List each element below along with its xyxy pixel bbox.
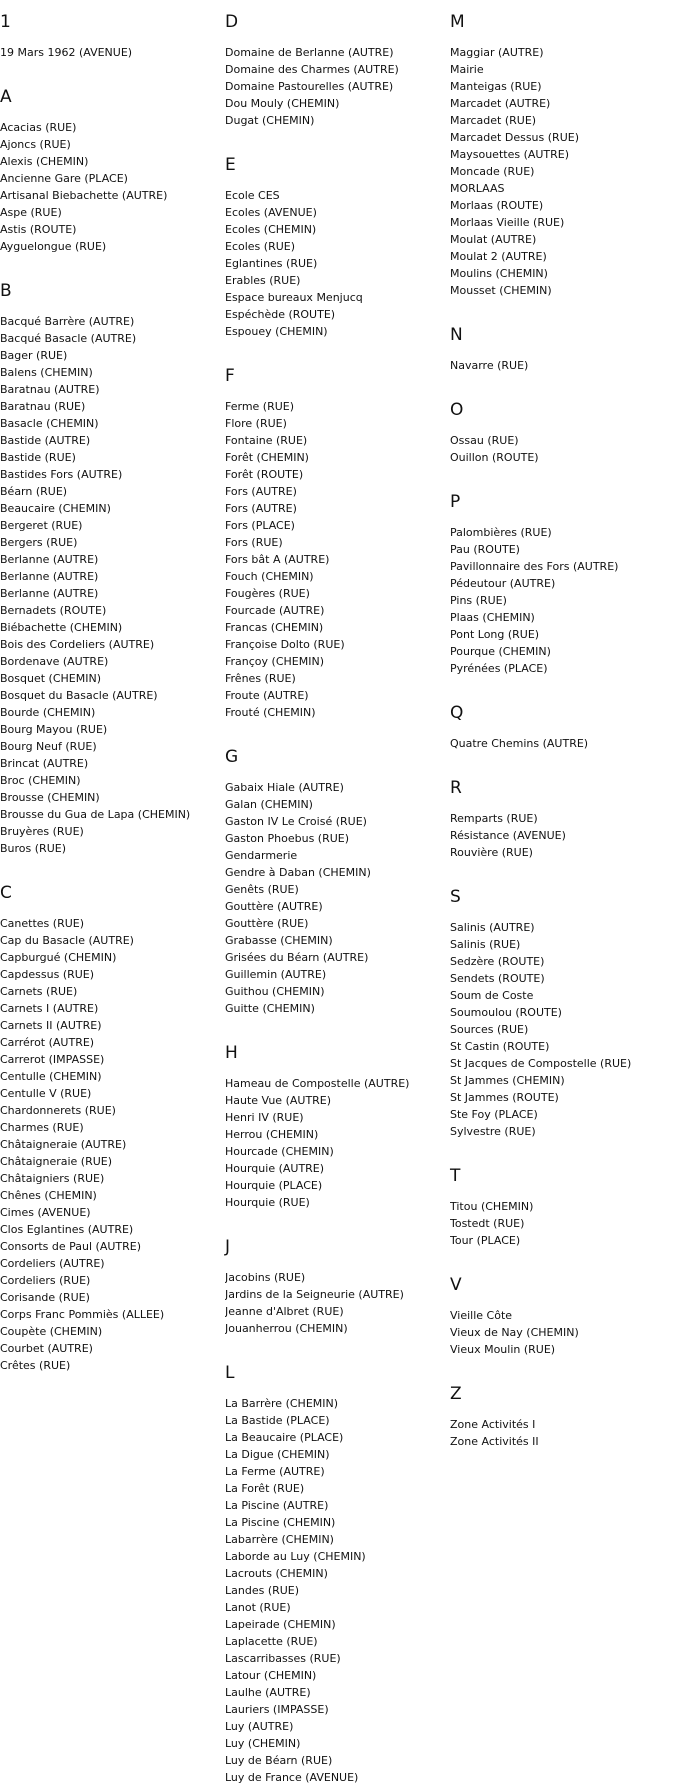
street-entry: Sedzère (ROUTE) [450, 955, 545, 968]
street-entry: Mousset (CHEMIN) [450, 284, 552, 297]
street-entry: Domaine de Berlanne (AUTRE) [225, 46, 394, 59]
section-letter-heading: V [450, 1275, 462, 1295]
street-entry: Gaston IV Le Croisé (RUE) [225, 815, 367, 828]
section-spacer [225, 1017, 447, 1031]
street-entry: Gendarmerie [225, 849, 298, 862]
street-entry: Lauriers (IMPASSE) [225, 1703, 329, 1716]
street-entry: Carrérot (AUTRE) [0, 1036, 95, 1049]
street-entry: Laplacette (RUE) [225, 1635, 318, 1648]
street-entry: Espéchède (ROUTE) [225, 308, 336, 321]
street-entry: Tour (PLACE) [450, 1234, 521, 1247]
street-entry: Lanot (RUE) [225, 1601, 291, 1614]
street-entry: Gabaix Hiale (AUTRE) [225, 781, 344, 794]
street-entry: Bastides Fors (AUTRE) [0, 468, 123, 481]
section-spacer [225, 340, 447, 354]
street-entry: La Digue (CHEMIN) [225, 1448, 330, 1461]
street-entry: Pavillonnaire des Fors (AUTRE) [450, 560, 619, 573]
street-entry: Carnets I (AUTRE) [0, 1002, 99, 1015]
street-entry: Ancienne Gare (PLACE) [0, 172, 128, 185]
street-entry: Balens (CHEMIN) [0, 366, 93, 379]
street-list [225, 44, 447, 129]
street-entry: St Castin (ROUTE) [450, 1040, 550, 1053]
section-letter-heading: D [225, 12, 239, 32]
street-entry: Froute (AUTRE) [225, 689, 309, 702]
street-entry: Châtaigneraie (AUTRE) [0, 1138, 127, 1151]
street-entry: Sendets (ROUTE) [450, 972, 545, 985]
street-list [225, 1395, 447, 1786]
section-letter-heading: A [0, 87, 12, 107]
letter-section [225, 0, 447, 143]
street-list [450, 810, 672, 861]
street-entry: Lacrouts (CHEMIN) [225, 1567, 328, 1580]
street-entry: Berlanne (AUTRE) [0, 587, 99, 600]
street-entry: Marcadet Dessus (RUE) [450, 131, 579, 144]
street-index-column-2 [225, 0, 447, 1786]
street-entry: Chardonnerets (RUE) [0, 1104, 116, 1117]
street-entry: Pau (ROUTE) [450, 543, 520, 556]
street-entry: Moulat 2 (AUTRE) [450, 250, 547, 263]
street-entry: Ossau (RUE) [450, 434, 519, 447]
street-list [0, 44, 222, 61]
street-entry: Fouch (CHEMIN) [225, 570, 314, 583]
street-entry: Vieux de Nay (CHEMIN) [450, 1326, 579, 1339]
street-entry: Châtaigniers (RUE) [0, 1172, 105, 1185]
street-entry: Dou Mouly (CHEMIN) [225, 97, 340, 110]
street-entry: Courbet (AUTRE) [0, 1342, 93, 1355]
section-letter-heading: G [225, 747, 239, 767]
section-spacer [225, 1211, 447, 1225]
street-list [0, 915, 222, 1374]
street-list [450, 432, 672, 466]
street-entry: Charmes (RUE) [0, 1121, 84, 1134]
street-entry: Bager (RUE) [0, 349, 68, 362]
street-entry: La Forêt (RUE) [225, 1482, 305, 1495]
street-entry: Dugat (CHEMIN) [225, 114, 315, 127]
street-entry: Frouté (CHEMIN) [225, 706, 316, 719]
letter-section [450, 480, 672, 691]
street-entry: Laulhe (AUTRE) [225, 1686, 311, 1699]
street-entry: Broc (CHEMIN) [0, 774, 81, 787]
street-entry: La Ferme (AUTRE) [225, 1465, 325, 1478]
street-entry: Herrou (CHEMIN) [225, 1128, 319, 1141]
street-entry: Jeanne d'Albret (RUE) [225, 1305, 344, 1318]
street-entry: Luy de France (AVENUE) [225, 1771, 359, 1784]
street-entry: Baratnau (AUTRE) [0, 383, 100, 396]
street-list [450, 1416, 672, 1450]
street-entry: Centulle V (RUE) [0, 1087, 92, 1100]
street-entry: Grabasse (CHEMIN) [225, 934, 333, 947]
street-entry: Tostedt (RUE) [450, 1217, 525, 1230]
street-entry: Baratnau (RUE) [0, 400, 86, 413]
street-entry: Ecoles (AVENUE) [225, 206, 317, 219]
street-entry: Sylvestre (RUE) [450, 1125, 536, 1138]
street-entry: St Jacques de Compostelle (RUE) [450, 1057, 632, 1070]
street-entry: Hourquie (RUE) [225, 1196, 310, 1209]
street-entry: Bergers (RUE) [0, 536, 78, 549]
section-spacer [0, 857, 222, 871]
street-entry: Rouvière (RUE) [450, 846, 533, 859]
section-letter-heading: T [450, 1166, 461, 1186]
street-entry: Jardins de la Seigneurie (AUTRE) [225, 1288, 404, 1301]
street-entry: Hourquie (PLACE) [225, 1179, 323, 1192]
street-entry: Latour (CHEMIN) [225, 1669, 317, 1682]
letter-section [0, 75, 222, 269]
street-entry: St Jammes (ROUTE) [450, 1091, 559, 1104]
section-letter-heading: J [225, 1237, 231, 1257]
street-entry: Bordenave (AUTRE) [0, 655, 109, 668]
street-entry: Moulat (AUTRE) [450, 233, 537, 246]
street-entry: Luy (AUTRE) [225, 1720, 294, 1733]
letter-section [450, 0, 672, 313]
street-entry: Landes (RUE) [225, 1584, 300, 1597]
street-entry: Marcadet (RUE) [450, 114, 537, 127]
street-entry: Ouillon (ROUTE) [450, 451, 539, 464]
street-entry: Fors (AUTRE) [225, 485, 297, 498]
street-entry: Pyrénées (PLACE) [450, 662, 548, 675]
street-entry: Capdessus (RUE) [0, 968, 95, 981]
street-list [450, 44, 672, 299]
street-list [450, 357, 672, 374]
street-entry: Ecoles (CHEMIN) [225, 223, 317, 236]
street-entry: Domaine des Charmes (AUTRE) [225, 63, 399, 76]
street-entry: Fougères (RUE) [225, 587, 310, 600]
section-letter-heading: E [225, 155, 236, 175]
street-entry: Soum de Coste [450, 989, 534, 1002]
street-entry: Plaas (CHEMIN) [450, 611, 535, 624]
street-list [225, 187, 447, 340]
street-entry: Maggiar (AUTRE) [450, 46, 544, 59]
street-entry: Forêt (ROUTE) [225, 468, 304, 481]
section-spacer [450, 677, 672, 691]
street-entry: Bourg Mayou (RUE) [0, 723, 108, 736]
section-letter-heading: 1 [0, 12, 11, 32]
letter-section [450, 1372, 672, 1450]
street-entry: Mairie [450, 63, 484, 76]
street-list [450, 524, 672, 677]
street-entry: Bosquet du Basacle (AUTRE) [0, 689, 158, 702]
street-entry: Eglantines (RUE) [225, 257, 318, 270]
street-entry: Fors (AUTRE) [225, 502, 297, 515]
section-spacer [450, 1358, 672, 1372]
street-entry: Haute Vue (AUTRE) [225, 1094, 332, 1107]
street-entry: Brousse du Gua de Lapa (CHEMIN) [0, 808, 191, 821]
street-entry: Ajoncs (RUE) [0, 138, 71, 151]
street-list [450, 1198, 672, 1249]
letter-section [450, 691, 672, 766]
street-entry: Gaston Phoebus (RUE) [225, 832, 350, 845]
street-entry: Corisande (RUE) [0, 1291, 90, 1304]
street-entry: Morlaas Vieille (RUE) [450, 216, 565, 229]
street-entry: Frênes (RUE) [225, 672, 296, 685]
section-letter-heading: O [450, 400, 464, 420]
street-list [450, 735, 672, 752]
street-entry: Genêts (RUE) [225, 883, 299, 896]
street-entry: Cimes (AVENUE) [0, 1206, 91, 1219]
letter-section [0, 871, 222, 1374]
street-entry: Grisées du Béarn (AUTRE) [225, 951, 369, 964]
street-entry: Bourde (CHEMIN) [0, 706, 96, 719]
section-letter-heading: P [450, 492, 461, 512]
street-entry: Cordeliers (RUE) [0, 1274, 91, 1287]
section-letter-heading: Z [450, 1384, 462, 1404]
street-entry: Françoise Dolto (RUE) [225, 638, 345, 651]
street-entry: Buros (RUE) [0, 842, 66, 855]
street-entry: La Barrère (CHEMIN) [225, 1397, 339, 1410]
letter-section [225, 1031, 447, 1225]
letter-section [225, 143, 447, 354]
section-letter-heading: S [450, 887, 461, 907]
street-entry: Francas (CHEMIN) [225, 621, 324, 634]
street-entry: Astis (ROUTE) [0, 223, 77, 236]
street-entry: Carrerot (IMPASSE) [0, 1053, 105, 1066]
street-entry: Ayguelongue (RUE) [0, 240, 107, 253]
street-entry: Guitte (CHEMIN) [225, 1002, 315, 1015]
street-entry: Fors (RUE) [225, 536, 283, 549]
street-entry: Maysouettes (AUTRE) [450, 148, 570, 161]
section-letter-heading: F [225, 366, 235, 386]
street-entry: Labarrère (CHEMIN) [225, 1533, 334, 1546]
street-list [450, 1307, 672, 1358]
section-spacer [0, 255, 222, 269]
street-entry: Bernadets (ROUTE) [0, 604, 107, 617]
street-list [225, 398, 447, 721]
letter-section [225, 1225, 447, 1351]
street-list [225, 1075, 447, 1211]
street-entry: Bastide (RUE) [0, 451, 76, 464]
letter-section [450, 388, 672, 480]
street-entry: Bois des Cordeliers (AUTRE) [0, 638, 155, 651]
street-entry: Marcadet (AUTRE) [450, 97, 551, 110]
street-list [0, 119, 222, 255]
street-entry: Remparts (RUE) [450, 812, 538, 825]
street-entry: Beaucaire (CHEMIN) [0, 502, 111, 515]
street-entry: Bacqué Basacle (AUTRE) [0, 332, 137, 345]
street-entry: Capburgué (CHEMIN) [0, 951, 117, 964]
street-entry: Pourque (CHEMIN) [450, 645, 551, 658]
street-entry: La Beaucaire (PLACE) [225, 1431, 344, 1444]
street-entry: Lapeirade (CHEMIN) [225, 1618, 336, 1631]
street-entry: Carnets II (AUTRE) [0, 1019, 102, 1032]
letter-section [450, 1154, 672, 1263]
street-list [450, 919, 672, 1140]
letter-section [225, 735, 447, 1031]
street-entry: Pédeutour (AUTRE) [450, 577, 556, 590]
street-entry: Pins (RUE) [450, 594, 507, 607]
section-letter-heading: R [450, 778, 462, 798]
street-entry: Hourcade (CHEMIN) [225, 1145, 334, 1158]
letter-section [0, 269, 222, 871]
street-entry: Titou (CHEMIN) [450, 1200, 534, 1213]
street-entry: Centulle (CHEMIN) [0, 1070, 102, 1083]
letter-section [450, 766, 672, 875]
section-letter-heading: B [0, 281, 12, 301]
letter-section [225, 1351, 447, 1786]
section-spacer [450, 374, 672, 388]
street-entry: Jouanherrou (CHEMIN) [225, 1322, 348, 1335]
section-spacer [0, 61, 222, 75]
street-entry: Espace bureaux Menjucq [225, 291, 363, 304]
street-list [225, 1269, 447, 1337]
street-entry: Corps Franc Pommiès (ALLEE) [0, 1308, 165, 1321]
street-entry: Brincat (AUTRE) [0, 757, 89, 770]
street-entry: Bastide (AUTRE) [0, 434, 91, 447]
letter-section [0, 0, 222, 75]
street-entry: Fourcade (AUTRE) [225, 604, 325, 617]
street-entry: Vieille Côte [450, 1309, 513, 1322]
street-entry: Cap du Basacle (AUTRE) [0, 934, 134, 947]
street-entry: Berlanne (AUTRE) [0, 570, 99, 583]
street-entry: Aspe (RUE) [0, 206, 62, 219]
street-entry: Forêt (CHEMIN) [225, 451, 309, 464]
street-entry: La Bastide (PLACE) [225, 1414, 330, 1427]
street-entry: Châtaigneraie (RUE) [0, 1155, 113, 1168]
street-entry: 19 Mars 1962 (AVENUE) [0, 46, 133, 59]
section-spacer [450, 466, 672, 480]
street-entry: Guithou (CHEMIN) [225, 985, 325, 998]
street-entry: Guillemin (AUTRE) [225, 968, 327, 981]
section-spacer [450, 1249, 672, 1263]
street-entry: La Piscine (AUTRE) [225, 1499, 329, 1512]
street-entry: Jacobins (RUE) [225, 1271, 306, 1284]
street-entry: Berlanne (AUTRE) [0, 553, 99, 566]
letter-section [450, 1263, 672, 1372]
street-entry: Résistance (AVENUE) [450, 829, 566, 842]
street-entry: Vieux Moulin (RUE) [450, 1343, 556, 1356]
street-entry: Béarn (RUE) [0, 485, 68, 498]
street-entry: Chênes (CHEMIN) [0, 1189, 97, 1202]
section-letter-heading: H [225, 1043, 238, 1063]
street-entry: Clos Eglantines (AUTRE) [0, 1223, 134, 1236]
street-entry: Flore (RUE) [225, 417, 287, 430]
street-entry: Fontaine (RUE) [225, 434, 308, 447]
section-letter-heading: Q [450, 703, 464, 723]
street-entry: Crêtes (RUE) [0, 1359, 71, 1372]
street-entry: Domaine Pastourelles (AUTRE) [225, 80, 394, 93]
street-list [0, 313, 222, 857]
street-entry: Fors bât A (AUTRE) [225, 553, 330, 566]
section-spacer [225, 1337, 447, 1351]
street-entry: Ste Foy (PLACE) [450, 1108, 538, 1121]
street-entry: Manteigas (RUE) [450, 80, 542, 93]
street-entry: Bosquet (CHEMIN) [0, 672, 101, 685]
street-entry: Artisanal Biebachette (AUTRE) [0, 189, 168, 202]
street-entry: Fors (PLACE) [225, 519, 295, 532]
street-entry: St Jammes (CHEMIN) [450, 1074, 565, 1087]
street-entry: Ecole CES [225, 189, 280, 202]
section-spacer [225, 129, 447, 143]
street-entry: Espouey (CHEMIN) [225, 325, 328, 338]
street-entry: Moncade (RUE) [450, 165, 535, 178]
street-entry: Bergeret (RUE) [0, 519, 83, 532]
street-entry: Acacias (RUE) [0, 121, 77, 134]
street-entry: Françoy (CHEMIN) [225, 655, 324, 668]
street-entry: Hourquie (AUTRE) [225, 1162, 325, 1175]
letter-section [450, 313, 672, 388]
street-entry: Bruyères (RUE) [0, 825, 84, 838]
street-entry: Coupète (CHEMIN) [0, 1325, 103, 1338]
section-letter-heading: N [450, 325, 463, 345]
street-entry: Gendre à Daban (CHEMIN) [225, 866, 371, 879]
street-entry: Moulins (CHEMIN) [450, 267, 548, 280]
street-entry: Galan (CHEMIN) [225, 798, 313, 811]
street-entry: Consorts de Paul (AUTRE) [0, 1240, 142, 1253]
street-entry: Henri IV (RUE) [225, 1111, 304, 1124]
street-entry: Canettes (RUE) [0, 917, 85, 930]
street-entry: Ferme (RUE) [225, 400, 295, 413]
street-entry: Carnets (RUE) [0, 985, 78, 998]
street-list [225, 779, 447, 1017]
street-entry: Quatre Chemins (AUTRE) [450, 737, 589, 750]
street-index-column-1 [0, 0, 222, 1374]
street-entry: Luy (CHEMIN) [225, 1737, 301, 1750]
street-entry: Palombières (RUE) [450, 526, 552, 539]
street-entry: Laborde au Luy (CHEMIN) [225, 1550, 366, 1563]
street-entry: MORLAAS [450, 182, 505, 195]
street-entry: Hameau de Compostelle (AUTRE) [225, 1077, 410, 1090]
letter-section [225, 354, 447, 735]
section-spacer [450, 1140, 672, 1154]
street-index-column-3 [450, 0, 672, 1450]
street-entry: Zone Activités I [450, 1418, 536, 1431]
street-entry: Erables (RUE) [225, 274, 301, 287]
section-letter-heading: C [0, 883, 12, 903]
section-letter-heading: M [450, 12, 465, 32]
letter-section [450, 875, 672, 1154]
street-entry: Ecoles (RUE) [225, 240, 296, 253]
street-entry: Brousse (CHEMIN) [0, 791, 100, 804]
section-spacer [225, 721, 447, 735]
street-entry: Morlaas (ROUTE) [450, 199, 544, 212]
street-entry: Lascarribasses (RUE) [225, 1652, 341, 1665]
street-entry: Cordeliers (AUTRE) [0, 1257, 105, 1270]
street-entry: Soumoulou (ROUTE) [450, 1006, 562, 1019]
street-entry: Gouttère (AUTRE) [225, 900, 323, 913]
street-entry: Bacqué Barrère (AUTRE) [0, 315, 135, 328]
street-entry: Basacle (CHEMIN) [0, 417, 99, 430]
section-letter-heading: L [225, 1363, 235, 1383]
street-entry: La Piscine (CHEMIN) [225, 1516, 336, 1529]
section-spacer [450, 861, 672, 875]
street-entry: Salinis (RUE) [450, 938, 521, 951]
section-spacer [450, 299, 672, 313]
street-entry: Navarre (RUE) [450, 359, 529, 372]
street-entry: Bourg Neuf (RUE) [0, 740, 97, 753]
section-spacer [450, 752, 672, 766]
street-entry: Sources (RUE) [450, 1023, 529, 1036]
street-entry: Pont Long (RUE) [450, 628, 540, 641]
street-entry: Alexis (CHEMIN) [0, 155, 89, 168]
street-entry: Gouttère (RUE) [225, 917, 309, 930]
street-entry: Biébachette (CHEMIN) [0, 621, 123, 634]
street-entry: Salinis (AUTRE) [450, 921, 535, 934]
street-entry: Zone Activités II [450, 1435, 539, 1448]
street-entry: Luy de Béarn (RUE) [225, 1754, 333, 1767]
